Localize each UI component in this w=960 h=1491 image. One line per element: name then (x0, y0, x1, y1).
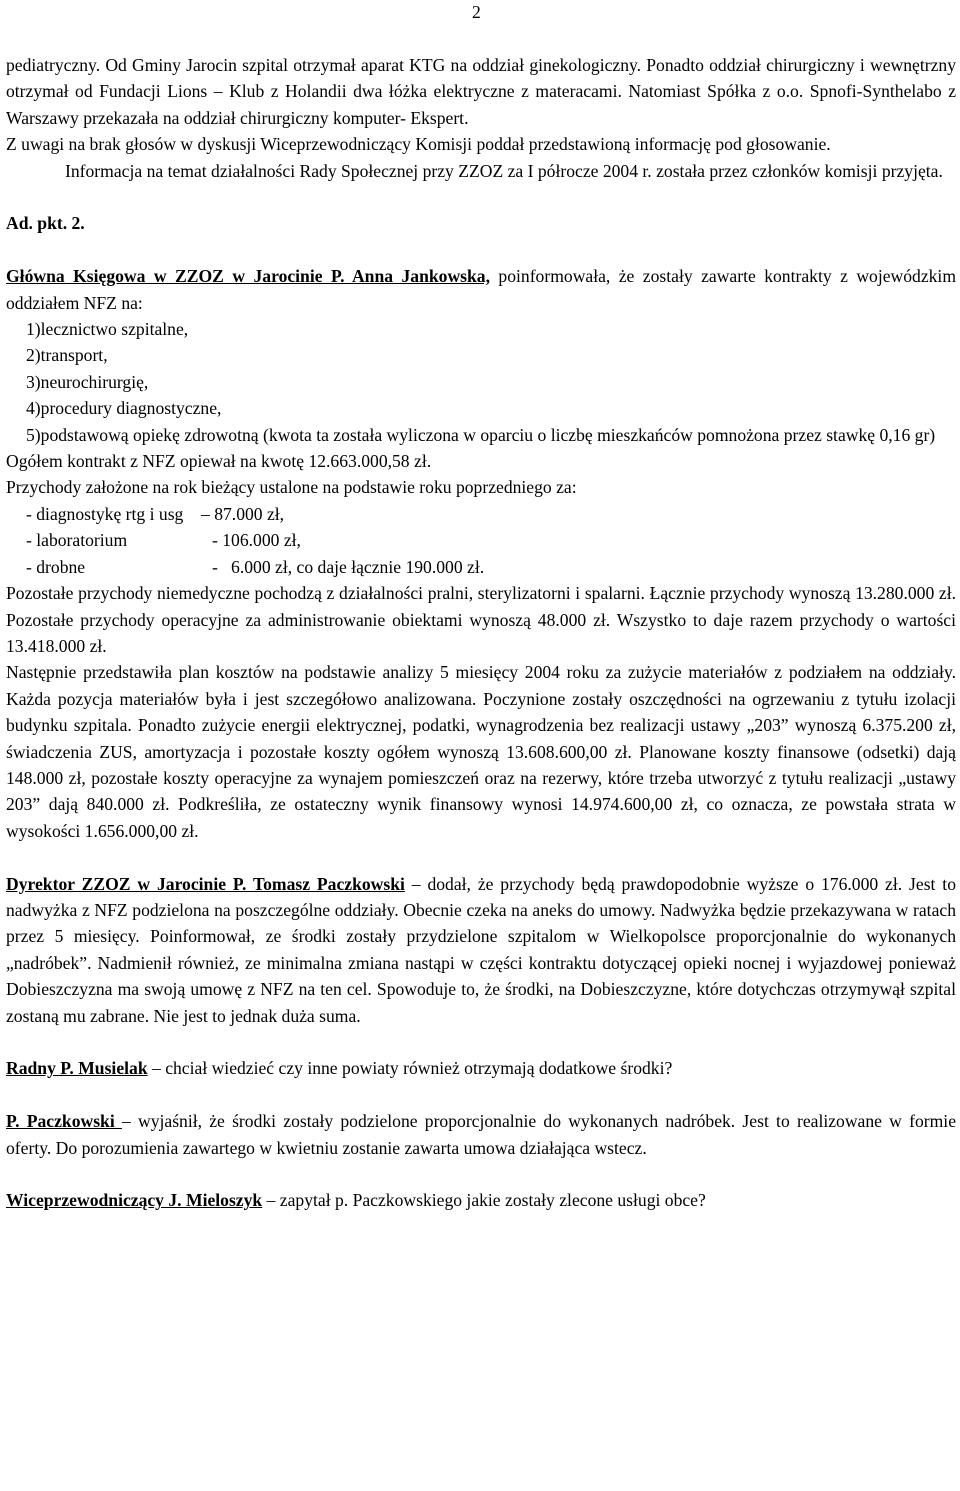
speaker-paragraph-accountant (6, 263, 956, 316)
spacer (6, 1161, 956, 1187)
income-value: - 106.000 zł, (212, 530, 301, 551)
document-body (6, 52, 956, 1214)
speaker-name-musielak: Radny P. Musielak (6, 1058, 148, 1079)
income-row (26, 501, 956, 527)
income-intro: Przychody założone na rok bieżący ustalone na podstawie roku poprzedniego za: (6, 477, 577, 498)
paragraph-costs: Następnie przedstawiła plan kosztów na podstawie analizy 5 miesięcy 2004 roku za zużycie materiałów z podziałem na oddziały. Każda pozycja materiałów była i jest szczegółowo analizowana. Poczynione zostały oszczędności na ogrzewaniu z tytułu izolacji budynku szpitala. Ponadto zużycie energii elektrycznej, podatki, wynagrodzenia bez realizacji ustawy „203” wynoszą 6.375.200 zł, świadczenia ZUS, amortyzacja i pozostałe koszty ogółem wynoszą 13.608.600,00 zł. Planowane koszty finansowe (odsetki) dają 148.000 zł, pozostałe koszty operacyjne za wynajem pomieszczeń oraz na rezerwy, które trzeba utworzyć z tytułu realizacji „ustawy 203” dają 840.000 zł. Podkreśliła, ze ostateczny wynik finansowy wynosi 14.974.600,00 zł, co oznacza, ze powstała strata w wysokości 1.656.000,00 zł. (6, 662, 956, 841)
spacer (6, 1082, 956, 1108)
paragraph-resolution: Informacja na temat działalności Rady Społecznej przy ZZOZ za I półrocze 2004 r. została przez członków komisji przyjęta. (65, 160, 943, 181)
contract-total: Ogółem kontrakt z NFZ opiewał na kwotę 12.663.000,58 zł. (6, 451, 432, 472)
speaker-paragraph-director (6, 871, 956, 1029)
speaker-text-mieloszyk: – zapytał p. Paczkowskiego jakie zostały zlecone usługi obce? (262, 1190, 706, 1211)
speaker-paragraph-mieloszyk (6, 1187, 956, 1213)
spacer (6, 844, 956, 870)
speaker-text-accountant: poinformowała, że zostały zawarte kontrakty z wojewódzkim oddziałem NFZ na: (6, 266, 956, 313)
income-row (26, 527, 956, 553)
speaker-name-paczkowski: P. Paczkowski (6, 1111, 122, 1132)
speaker-name-mieloszyk: Wiceprzewodniczący J. Mieloszyk (6, 1190, 263, 1211)
list-item: 4)procedury diagnostyczne, (26, 398, 222, 419)
list-item: 3)neurochirurgię, (26, 371, 149, 392)
income-row (26, 554, 956, 580)
list-item: 1)lecznictwo szpitalne, (26, 319, 189, 340)
speaker-text-paczkowski: – wyjaśnił, że środki zostały podzielone proporcjonalnie do wykonanych nadróbek. Jest to realizowane w formie oferty. Do porozumienia zawartego w kwietniu zostanie zawarta umowa działająca wstecz. (6, 1111, 957, 1158)
speaker-paragraph-paczkowski (6, 1108, 956, 1161)
income-list (6, 501, 956, 580)
income-label: - drobne (26, 556, 86, 577)
paragraph-other-income: Pozostałe przychody niemedyczne pochodzą z działalności pralni, sterylizatorni i spalarni. Łącznie przychody wynoszą 13.280.000 zł. Pozostałe przychody operacyjne za administrowanie obiektami wynoszą 48.000 zł. Wszystko to daje razem przychody o wartości 13.418.000 zł. (6, 583, 956, 656)
income-label: - laboratorium (26, 530, 128, 551)
spacer (6, 184, 956, 210)
contract-list (6, 316, 956, 448)
spacer (6, 237, 956, 263)
income-value: - 6.000 zł, co daje łącznie 190.000 zł. (212, 556, 485, 577)
speaker-name-accountant: Główna Księgowa w ZZOZ w Jarocinie P. Anna Jankowska, (6, 266, 490, 287)
speaker-name-director: Dyrektor ZZOZ w Jarocinie P. Tomasz Paczkowski (6, 873, 405, 894)
paragraph-vote: Z uwagi na brak głosów w dyskusji Wiceprzewodniczący Komisji poddał przedstawioną informację pod głosowanie. (6, 134, 831, 155)
speaker-text-director: – dodał, że przychody będą prawdopodobnie wyższe o 176.000 zł. Jest to nadwyżka z NFZ podzielona na poszczególne oddziały. Obecnie czeka na aneks do umowy. Nadwyżka będzie przekazywana w ratach przez 5 miesięcy. Poinformował, ze środki zostały przydzielone szpitalom w Wielkopolsce proporcjonalnie do wykonanych „nadróbek”. Nadmienił również, ze minimalna zmiana nastąpi w części kontraktu dotyczącej opieki nocnej i wyjazdowej ponieważ Dobieszczyzna ma swoją umowę z NFZ na ten cel. Spowoduje to, że środki, na Dobieszczyzne, które dotychczas otrzymywął szpital zostaną mu zabrane. Nie jest to jednak duża suma. (6, 873, 956, 1026)
list-item: 2)transport, (26, 345, 108, 366)
section-heading: Ad. pkt. 2. (6, 213, 85, 234)
spacer (6, 1029, 956, 1055)
income-label: - diagnostykę rtg i usg (26, 503, 184, 524)
paragraph-donations: pediatryczny. Od Gminy Jarocin szpital otrzymał aparat KTG na oddział ginekologiczny. Ponadto oddział chirurgiczny i wewnętrzny otrzymał od Fundacji Lions – Klub z Holandii dwa łóżka elektryczne z materacami. Natomiast Spółka z o.o. Spnofi-Synthelabo z Warszawy przekazała na oddział chirurgiczny komputer- Ekspert. (6, 55, 956, 128)
page-number: 2 (472, 2, 481, 22)
income-value: – 87.000 zł, (201, 503, 285, 524)
speaker-text-musielak: – chciał wiedzieć czy inne powiaty również otrzymają dodatkowe środki? (147, 1058, 673, 1079)
speaker-paragraph-musielak (6, 1055, 956, 1081)
list-item: 5)podstawową opiekę zdrowotną (kwota ta została wyliczona w oparciu o liczbę mieszkańców pomnożona przez stawkę 0,16 gr) (26, 424, 936, 445)
